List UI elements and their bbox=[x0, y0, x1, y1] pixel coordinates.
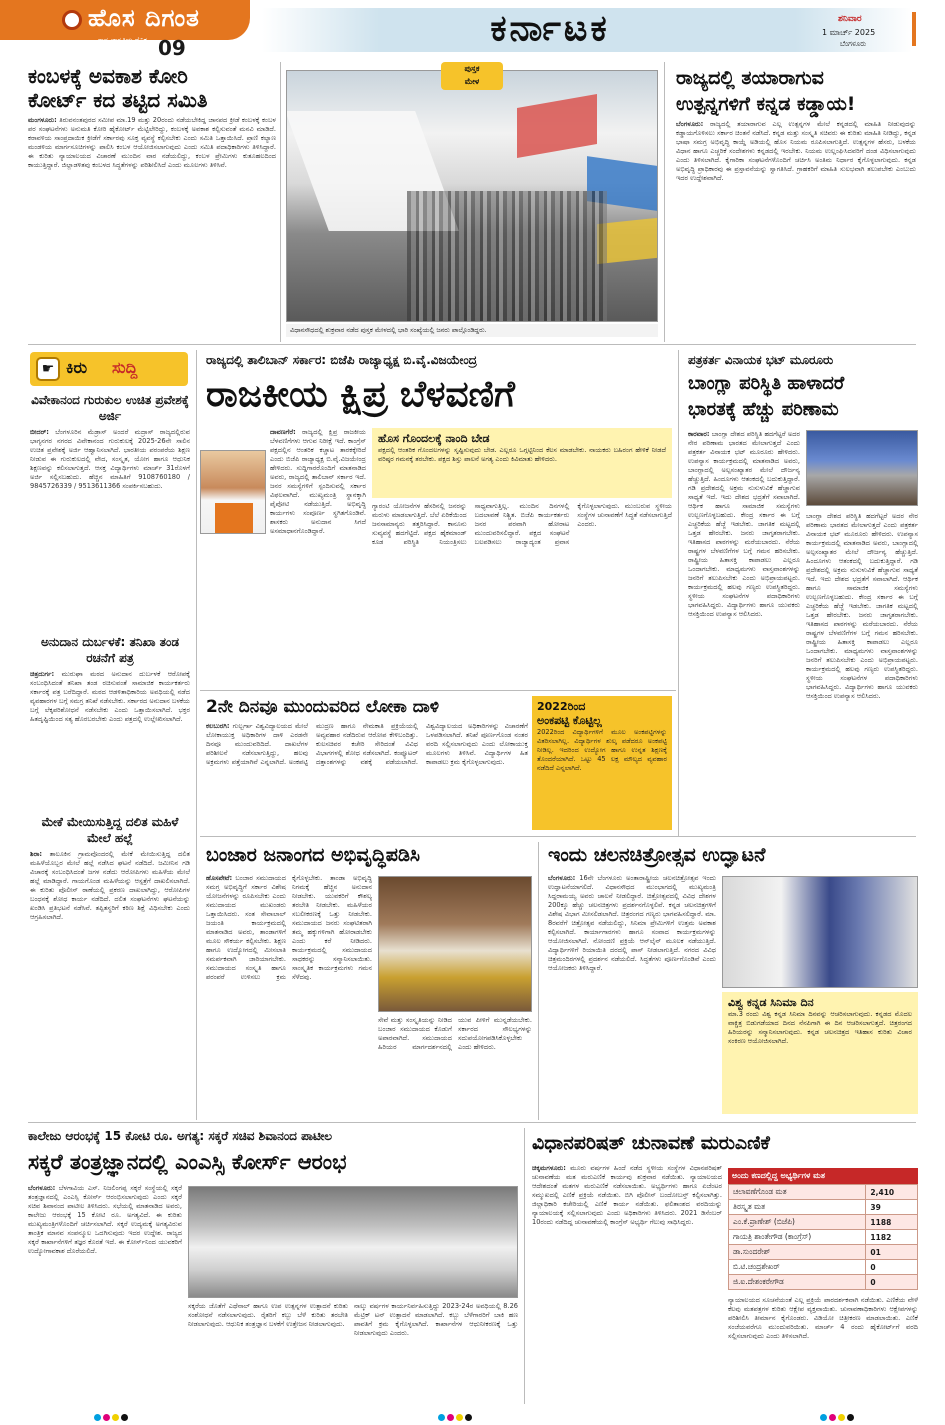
council-dateline: ಚಿಕ್ಕಮಗಳೂರು: bbox=[532, 1164, 566, 1172]
masthead-edge-bar bbox=[912, 12, 916, 46]
column-rule bbox=[664, 62, 665, 342]
paper-tagline: ರಾಷ್ಟ್ರ ಜಾಗೃತಿಯ ದೈನಿಕ bbox=[98, 36, 147, 44]
kirusuddi-item1-body bbox=[30, 428, 190, 616]
bhat-headline-1: ಪತ್ರಕರ್ತ ವಿನಾಯಕ ಭಟ್ ಮೂರೂರು bbox=[688, 353, 834, 367]
issue-date: 1 ಮಾರ್ಚ್ 2025 bbox=[822, 28, 876, 37]
column-rule bbox=[538, 842, 539, 1120]
sugar-body-left bbox=[28, 1184, 182, 1400]
kambala-headline-1: ಕಂಬಳಕ್ಕೆ ಅವಕಾಶ ಕೋರಿ bbox=[28, 64, 188, 88]
banjara-headline: ಬಂಜಾರ ಜನಾಂಗದ ಅಭಿವೃದ್ಧಿಪಡಿಸಿ bbox=[206, 844, 421, 866]
book-fair-tag-line-1: ಪುಸ್ತಕ bbox=[464, 64, 480, 73]
sugar-headline: ಸಕ್ಕರೆ ತಂತ್ರಜ್ಞಾನದಲ್ಲಿ ಎಂಎಸ್ಸಿ ಕೋರ್ಸ್ ಆರಂಭ bbox=[28, 1150, 347, 1174]
council-body-right bbox=[728, 1296, 918, 1400]
sugar-text-mid: ಸಕ್ಕರೆಯ ಜೊತೆಗೆ ಎಥೆನಾಲ್ ಹಾಗೂ ಉಪ ಉತ್ಪನ್ನಗಳ ಉತ್ಪಾದನೆ ಕುರಿತು ಸಂಶೋಧನೆ ನಡೆಸಲಾಗುವುದು. ರೈತರಿಗೆ ಕಬ್ಬು ಬೆಳೆ ಕುರಿತು ತರಬೇತಿ ನೀಡಲಾಗುವುದು. ಆಧುನಿಕ ತಂತ್ರಜ್ಞಾನ ಬಳಕೆಗೆ ಉತ್ತೇಜನ ನೀಡಲಾಗುವುದು. bbox=[188, 1302, 348, 1328]
page-number: 09 bbox=[158, 36, 186, 60]
sugar-meeting-photo bbox=[188, 1186, 518, 1298]
kirusuddi-item1-headline: ವಿವೇಕಾನಂದ ಗುರುಕುಲ ಉಚಿತ ಪ್ರವೇಶಕ್ಕೆ ಅರ್ಜಿ bbox=[31, 393, 189, 423]
vijayendra-photo bbox=[200, 450, 266, 534]
council-votes-table bbox=[728, 1168, 918, 1290]
candidate-row bbox=[729, 1230, 918, 1245]
film-dateline: ಬೆಂಗಳೂರು: bbox=[548, 874, 576, 882]
book-fair-caption: ವಿಧಾನಸೌಧದಲ್ಲಿ ಶುಕ್ರವಾರ ನಡೆದ ಪುಸ್ತಕ ಮೇಳದಲ್ಲಿ ಭಾರಿ ಸಂಖ್ಯೆಯಲ್ಲಿ ಜನರು ಪಾಲ್ಗೊಂಡಿದ್ದರು. bbox=[286, 324, 658, 337]
candidate-votes-value: 1188 bbox=[866, 1215, 918, 1230]
lokayukta-text: ಗುಲ್ಬರ್ಗಾ ವಿಶ್ವವಿದ್ಯಾಲಯದ ಮೇಲೆ ಲೋಕಾಯುಕ್ತ ಅಧಿಕಾರಿಗಳ ದಾಳಿ ಎರಡನೇ ದಿನವೂ ಮುಂದುವರಿದಿದೆ. ದಾಖಲೆಗಳ ಪರಿಶೀಲನೆ ನಡೆಸಲಾಗುತ್ತಿದ್ದು, ಹಲವು ಅಕ್ರಮಗಳು ಪತ್ತೆಯಾಗಿವೆ ಎನ್ನಲಾಗಿದೆ. ಅಂಕಪಟ್ಟಿ ಮುದ್ರಣ ಹಾಗೂ ನೇಮಕಾತಿ ಪ್ರಕ್ರಿಯೆಯಲ್ಲಿ ಅವ್ಯವಹಾರ ನಡೆದಿರುವ ಆರೋಪ ಕೇಳಿಬಂದಿತ್ತು. ಕುಲಸಚಿವರ ಕಚೇರಿ ಸೇರಿದಂತೆ ವಿವಿಧ ವಿಭಾಗಗಳಲ್ಲಿ ಶೋಧ ನಡೆಸಲಾಗಿದೆ. ಕಂಪ್ಯೂಟರ್ ದತ್ತಾಂಶಗಳನ್ನು ವಶಕ್ಕೆ ಪಡೆಯಲಾಗಿದೆ. ವಿಶ್ವವಿದ್ಯಾಲಯದ ಅಧಿಕಾರಿಗಳನ್ನು ವಿಚಾರಣೆಗೆ ಒಳಪಡಿಸಲಾಗಿದೆ. ತನಿಖೆ ಪೂರ್ಣಗೊಂಡ ನಂತರ ವರದಿ ಸಲ್ಲಿಸಲಾಗುವುದು ಎಂದು ಲೋಕಾಯುಕ್ತ ಮೂಲಗಳು ತಿಳಿಸಿವೆ. ವಿದ್ಯಾರ್ಥಿಗಳ ಹಿತ ಕಾಪಾಡಲು ಕ್ರಮ ಕೈಗೊಳ್ಳಲಾಗುವುದು. bbox=[206, 722, 528, 766]
paper-name: ಹೊಸ ದಿಗಂತ bbox=[88, 4, 200, 32]
kirusuddi-item1-dateline: ಬೀದರ್: bbox=[30, 428, 49, 436]
lokayukta-body bbox=[206, 722, 528, 832]
candidate-row bbox=[729, 1200, 918, 1215]
kirusuddi-label bbox=[30, 352, 188, 386]
kirusuddi-item1-text: ಬೆಂಗಳೂರಿನ ಮೆಡ್ರಾಸ್ ಅಂದರೆ ಮದ್ರಾಸ್ ರಾಜ್ಯದಲ್ಲಿರುವ ಭಾಗ್ಯನಗರ ನಗರದ ವಿವೇಕಾನಂದ ಗುರುಕುಲಕ್ಕೆ 2025-26ನೇ ಸಾಲಿನ ಉಚಿತ ಪ್ರವೇಶಕ್ಕೆ ಅರ್ಜಿ ಆಹ್ವಾನಿಸಲಾಗಿದೆ. ಭಾರತೀಯ ಪರಂಪರೆಯ ಶಿಕ್ಷಣ ನೀಡುವ ಈ ಗುರುಕುಲದಲ್ಲಿ ವೇದ, ಸಂಸ್ಕೃತ, ಯೋಗ ಹಾಗೂ ಆಧುನಿಕ ಶಿಕ್ಷಣವನ್ನು ಕಲಿಸಲಾಗುತ್ತದೆ. ಆಸಕ್ತ ವಿದ್ಯಾರ್ಥಿಗಳು ಮಾರ್ಚ್ 31ರೊಳಗೆ ಅರ್ಜಿ ಸಲ್ಲಿಸಬಹುದು. ಹೆಚ್ಚಿನ ಮಾಹಿತಿಗೆ 9108760180 / 9845726339 / 9513611366 ಸಂಪರ್ಕಿಸಬಹುದು. bbox=[30, 428, 190, 490]
candidate-name: ಬಿ.ಟಿ.ಚಂದ್ರಶೇಖರ್ bbox=[729, 1260, 866, 1275]
kirusuddi-item2-dateline: ಚಿತ್ರದುರ್ಗ: bbox=[30, 670, 55, 678]
lokayukta-dateline: ಕಲಬುರಗಿ: bbox=[206, 722, 230, 730]
film-festival-photo bbox=[722, 876, 918, 988]
council-text-left: ಮೂರು ವರ್ಷಗಳ ಹಿಂದೆ ನಡೆದ ಸ್ಥಳೀಯ ಸಂಸ್ಥೆಗಳ ವಿಧಾನಪರಿಷತ್ ಚುನಾವಣೆಯ ಮತ ಮರುಎಣಿಕೆ ಕಾರ್ಯವು ಶುಕ್ರವಾರ ನಡೆಯಿತು. ನ್ಯಾಯಾಲಯದ ಆದೇಶದಂತೆ ಮತಗಳ ಮರುಎಣಿಕೆ ನಡೆಸಲಾಯಿತು. ಅಭ್ಯರ್ಥಿಗಳು ಹಾಗೂ ಏಜೆಂಟರ ಸಮ್ಮುಖದಲ್ಲಿ ಎಣಿಕೆ ಪ್ರಕ್ರಿಯೆ ನಡೆಯಿತು. ಬಿಗಿ ಪೊಲೀಸ್ ಬಂದೋಬಸ್ತ್ ಕಲ್ಪಿಸಲಾಗಿತ್ತು. ಜಿಲ್ಲಾಧಿಕಾರಿ ಕಚೇರಿಯಲ್ಲಿ ಎಣಿಕೆ ಕಾರ್ಯ ನಡೆಯಿತು. ಫಲಿತಾಂಶದ ವರದಿಯನ್ನು ನ್ಯಾಯಾಲಯಕ್ಕೆ ಸಲ್ಲಿಸಲಾಗುವುದು ಎಂದು ಅಧಿಕಾರಿಗಳು ತಿಳಿಸಿದರು. 2021 ಡಿಸೆಂಬರ್ 10ರಂದು ನಡೆದಿದ್ದ ಚುನಾವಣೆಯಲ್ಲಿ ಕಾಂಗ್ರೆಸ್ ಅಭ್ಯರ್ಥಿ ಗೆಲುವು ಸಾಧಿಸಿದ್ದರು. bbox=[532, 1164, 722, 1226]
candidate-name: ತಿರಸ್ಕೃತ ಮತ bbox=[729, 1200, 866, 1215]
banjara-body-right bbox=[378, 1016, 532, 1114]
banjara-text-left: ಬಂಜಾರ ಸಮುದಾಯದ ಸಮಗ್ರ ಅಭಿವೃದ್ಧಿಗೆ ಸರ್ಕಾರ ವಿಶೇಷ ಯೋಜನೆಗಳನ್ನು ರೂಪಿಸಬೇಕು ಎಂದು ಸಮುದಾಯದ ಮುಖಂಡರು ಒತ್ತಾಯಿಸಿದರು. ಸಂತ ಸೇವಾಲಾಲ್ ಜಯಂತಿ ಕಾರ್ಯಕ್ರಮದಲ್ಲಿ ಮಾತನಾಡಿದ ಅವರು, ತಾಂಡಾಗಳಿಗೆ ಮೂಲ ಸೌಕರ್ಯ ಕಲ್ಪಿಸಬೇಕು. ಶಿಕ್ಷಣ ಹಾಗೂ ಉದ್ಯೋಗದಲ್ಲಿ ಮೀಸಲಾತಿ ಸಮರ್ಪಕವಾಗಿ ಜಾರಿಯಾಗಬೇಕು. ಸಮುದಾಯದ ಸಂಸ್ಕೃತಿ ಹಾಗೂ ಪರಂಪರೆ ಉಳಿಸಲು ಕ್ರಮ ಕೈಗೊಳ್ಳಬೇಕು. ತಾಂಡಾ ಅಭಿವೃದ್ಧಿ ನಿಗಮಕ್ಕೆ ಹೆಚ್ಚಿನ ಅನುದಾನ ನೀಡಬೇಕು. ಯುವಕರಿಗೆ ಕೌಶಲ್ಯ ತರಬೇತಿ ನೀಡಬೇಕು. ಮಹಿಳೆಯರ ಸಬಲೀಕರಣಕ್ಕೆ ಒತ್ತು ನೀಡಬೇಕು. ಸಮುದಾಯದ ಜನರು ಸಂಘಟಿತರಾಗಿ ತಮ್ಮ ಹಕ್ಕುಗಳಿಗಾಗಿ ಹೋರಾಡಬೇಕು ಎಂದು ಕರೆ ನೀಡಿದರು. ಕಾರ್ಯಕ್ರಮದಲ್ಲಿ ಸಮುದಾಯದ ಸಾಧಕರನ್ನು ಸನ್ಮಾನಿಸಲಾಯಿತು. ಸಾಂಸ್ಕೃತಿಕ ಕಾರ್ಯಕ್ರಮಗಳು ಗಮನ ಸೆಳೆದವು. bbox=[206, 874, 372, 981]
film-body bbox=[548, 874, 716, 1114]
politics-dateline: ದಾವಣಗೆರೆ: bbox=[270, 428, 296, 436]
politics-text-left: ರಾಜ್ಯದಲ್ಲಿ ಕ್ಷಿಪ್ರ ರಾಜಕೀಯ ಬೆಳವಣಿಗೆಗಳು ಆಗುವ ನಿರೀಕ್ಷೆ ಇದೆ. ಕಾಂಗ್ರೆಸ್ ಪಕ್ಷದಲ್ಲಿನ ಆಂತರಿಕ ಕಚ್ಚಾಟ ತಾರಕಕ್ಕೇರಿದೆ ಎಂದು ಬಿಜೆಪಿ ರಾಜ್ಯಾಧ್ಯಕ್ಷ ಬಿ.ವೈ.ವಿಜಯೇಂದ್ರ ಹೇಳಿದರು. ಸುದ್ದಿಗಾರರೊಂದಿಗೆ ಮಾತನಾಡಿದ ಅವರು, ರಾಜ್ಯದಲ್ಲಿ ತಾಲಿಬಾನ್ ಸರ್ಕಾರ ಇದೆ. ಜನರ ಸಮಸ್ಯೆಗಳಿಗೆ ಸ್ಪಂದಿಸುವಲ್ಲಿ ಸರ್ಕಾರ ವಿಫಲವಾಗಿದೆ. ಮುಖ್ಯಮಂತ್ರಿ ಸ್ಥಾನಕ್ಕಾಗಿ ಪೈಪೋಟಿ ನಡೆಯುತ್ತಿದೆ. ಅಭಿವೃದ್ಧಿ ಕಾರ್ಯಗಳು ಸಂಪೂರ್ಣ ಸ್ಥಗಿತಗೊಂಡಿವೆ. ಶಾಸಕರು ಅನುದಾನ ಸಿಗದೆ ಅಸಮಾಧಾನಗೊಂಡಿದ್ದಾರೆ. bbox=[270, 428, 366, 535]
saffron-scarf bbox=[215, 503, 253, 533]
book-fair-photo bbox=[286, 70, 658, 322]
candidate-name: ಎಂ.ಕೆ.ಪ್ರಾಣೇಶ್ (ಬಿಜೆಪಿ) bbox=[729, 1215, 866, 1230]
lokayukta-box-title-1: 2022ರಿಂದ bbox=[537, 700, 586, 713]
council-headline: ವಿಧಾನಪರಿಷತ್ ಚುನಾವಣೆ ಮರುಎಣಿಕೆ bbox=[532, 1132, 770, 1154]
print-registration-marks-mid bbox=[438, 1406, 474, 1425]
kirusuddi-item2-text: ಮುರುಘಾ ಮಠದ ಅನುದಾನ ದುರ್ಬಳಕೆ ಆರೋಪಕ್ಕೆ ಸಂಬಂಧಿಸಿದಂತೆ ತನಿಖಾ ತಂಡ ರಚಿಸುವಂತೆ ಸಾಮಾಜಿಕ ಕಾರ್ಯಕರ್ತರು ಸರ್ಕಾರಕ್ಕೆ ಪತ್ರ ಬರೆದಿದ್ದಾರೆ. ಮಠದ ಆಡಳಿತಾಧಿಕಾರಿಯ ಅವಧಿಯಲ್ಲಿ ನಡೆದ ವ್ಯವಹಾರಗಳ ಬಗ್ಗೆ ಸಮಗ್ರ ತನಿಖೆ ನಡೆಸಬೇಕು. ಸರ್ಕಾರದ ಅನುದಾನ ಬಳಕೆಯ ಬಗ್ಗೆ ಲೆಕ್ಕಪರಿಶೋಧನೆ ನಡೆಸಬೇಕು ಎಂದು ಒತ್ತಾಯಿಸಲಾಗಿದೆ. ಭಕ್ತರ ಹಿತದೃಷ್ಟಿಯಿಂದ ಸತ್ಯ ಹೊರಬರಬೇಕು ಎಂದು ಪತ್ರದಲ್ಲಿ ಉಲ್ಲೇಖಿಸಲಾಗಿದೆ. bbox=[30, 670, 190, 723]
film-text: 16ನೇ ಬೆಂಗಳೂರು ಅಂತಾರಾಷ್ಟ್ರೀಯ ಚಲನಚಿತ್ರೋತ್ಸವ ಇಂದು ಉದ್ಘಾಟನೆಯಾಗಲಿದೆ. ವಿಧಾನಸೌಧದ ಮುಂಭಾಗದಲ್ಲಿ ಮುಖ್ಯಮಂತ್ರಿ ಸಿದ್ದರಾಮಯ್ಯ ಅವರು ಚಾಲನೆ ನೀಡಲಿದ್ದಾರೆ. ಚಿತ್ರೋತ್ಸವದಲ್ಲಿ ವಿವಿಧ ದೇಶಗಳ 200ಕ್ಕೂ ಹೆಚ್ಚು ಚಲನಚಿತ್ರಗಳು ಪ್ರದರ್ಶನಗೊಳ್ಳಲಿವೆ. ಕನ್ನಡ ಚಲನಚಿತ್ರಗಳಿಗೆ ವಿಶೇಷ ವಿಭಾಗ ಮೀಸಲಿಡಲಾಗಿದೆ. ಚಿತ್ರರಂಗದ ಗಣ್ಯರು ಭಾಗವಹಿಸಲಿದ್ದಾರೆ. ಮಾ. 8ರವರೆಗೆ ಚಿತ್ರೋತ್ಸವ ನಡೆಯಲಿದ್ದು, ಸಿನಿಮಾ ಪ್ರೇಮಿಗಳಿಗೆ ಉತ್ತಮ ಅವಕಾಶ ಕಲ್ಪಿಸಲಾಗಿದೆ. ಕಾರ್ಯಾಗಾರಗಳು ಹಾಗೂ ಸಂವಾದ ಕಾರ್ಯಕ್ರಮಗಳನ್ನು ಆಯೋಜಿಸಲಾಗಿದೆ. ನೋಂದಣಿ ಪ್ರಕ್ರಿಯೆ ಆನ್‌ಲೈನ್ ಮೂಲಕ ನಡೆಯುತ್ತಿದೆ. ವಿದ್ಯಾರ್ಥಿಗಳಿಗೆ ರಿಯಾಯಿತಿ ದರದಲ್ಲಿ ಪಾಸ್ ನೀಡಲಾಗುತ್ತಿದೆ. ನಗರದ ವಿವಿಧ ಚಿತ್ರಮಂದಿರಗಳಲ್ಲಿ ಪ್ರದರ್ಶನ ನಡೆಯಲಿದೆ. ಸಿದ್ಧತೆಗಳು ಪೂರ್ಣಗೊಂಡಿವೆ ಎಂದು ಆಯೋಜಕರು ತಿಳಿಸಿದ್ದಾರೆ. bbox=[548, 874, 716, 972]
candidate-votes-value: 0 bbox=[866, 1275, 918, 1290]
sugar-text-left: ಬೆಳಗಾವಿಯ ಎಸ್. ನಿಜಲಿಂಗಪ್ಪ ಸಕ್ಕರೆ ಸಂಸ್ಥೆಯಲ್ಲಿ ಸಕ್ಕರೆ ತಂತ್ರಜ್ಞಾನದಲ್ಲಿ ಎಂಎಸ್ಸಿ ಕೋರ್ಸ್ ಆರಂಭಿಸಲಾಗುವುದು ಎಂದು ಸಕ್ಕರೆ ಸಚಿವ ಶಿವಾನಂದ ಪಾಟೀಲ ತಿಳಿಸಿದರು. ಸಭೆಯಲ್ಲಿ ಮಾತನಾಡಿದ ಅವರು, ಕಾಲೇಜು ಆರಂಭಕ್ಕೆ 15 ಕೋಟಿ ರೂ. ಅಗತ್ಯವಿದೆ. ಈ ಕುರಿತು ಮುಖ್ಯಮಂತ್ರಿಗಳೊಂದಿಗೆ ಚರ್ಚಿಸಲಾಗಿದೆ. ಸಕ್ಕರೆ ಉದ್ಯಮಕ್ಕೆ ಅಗತ್ಯವಿರುವ ತಾಂತ್ರಿಕ ಮಾನವ ಸಂಪನ್ಮೂಲ ಒದಗಿಸುವುದು ಇದರ ಉದ್ದೇಶ. ರಾಜ್ಯದ ಸಕ್ಕರೆ ಕಾರ್ಖಾನೆಗಳಿಗೆ ತಜ್ಞರ ಕೊರತೆ ಇದೆ. ಈ ಕೋರ್ಸ್‌ನಿಂದ ಯುವಕರಿಗೆ ಉದ್ಯೋಗಾವಕಾಶ ದೊರೆಯಲಿದೆ. bbox=[28, 1184, 182, 1255]
candidate-name: ಚಲಾವಣೆಗೊಂಡ ಮತ bbox=[729, 1185, 866, 1200]
bhat-body-right bbox=[806, 512, 918, 830]
candidate-row bbox=[729, 1275, 918, 1290]
print-registration-marks-left bbox=[94, 1406, 130, 1425]
pointing-hand-icon: ☛ bbox=[36, 357, 60, 381]
banjara-event-photo bbox=[378, 876, 532, 1012]
banjara-text-right: ಸೇವೆ ಮತ್ತು ಸಂಸ್ಕೃತಿಯನ್ನು ನೀಡಿದ ಬಂಜಾರ ಸಮುದಾಯದ ಕೊಡುಗೆ ಅಪಾರವಾಗಿದೆ. ಸಮುದಾಯದ ಹಿರಿಯರ ಮಾರ್ಗದರ್ಶನದಲ್ಲಿ ಯುವ ಪೀಳಿಗೆ ಮುನ್ನಡೆಯಬೇಕು. ಸರ್ಕಾರದ ಸೌಲಭ್ಯಗಳನ್ನು ಸದುಪಯೋಗಪಡಿಸಿಕೊಳ್ಳಬೇಕು ಎಂದು ಹೇಳಿದರು. bbox=[378, 1016, 532, 1051]
politics-box-title: ಹೊಸ ಗೊಂದಲಕ್ಕೆ ನಾಂದಿ ಬೇಡ bbox=[378, 432, 490, 445]
kambala-headline-2: ಕೋರ್ಟ್ ಕದ ತಟ್ಟಿದ ಸಮಿತಿ bbox=[28, 88, 208, 112]
bhat-text: ಬಾಂಗ್ಲಾ ದೇಶದ ಪರಿಸ್ಥಿತಿ ಹದಗೆಟ್ಟರೆ ಅದರ ನೇರ ಪರಿಣಾಮ ಭಾರತದ ಮೇಲಾಗುತ್ತದೆ ಎಂದು ಪತ್ರಕರ್ತ ವಿನಾಯಕ ಭಟ್ ಮೂರೂರು ಹೇಳಿದರು. ಉಪನ್ಯಾಸ ಕಾರ್ಯಕ್ರಮದಲ್ಲಿ ಮಾತನಾಡಿದ ಅವರು, ಬಾಂಗ್ಲಾದಲ್ಲಿ ಅಲ್ಪಸಂಖ್ಯಾತರ ಮೇಲೆ ದೌರ್ಜನ್ಯ ಹೆಚ್ಚುತ್ತಿದೆ. ಹಿಂದೂಗಳು ಆತಂಕದಲ್ಲಿ ಬದುಕುತ್ತಿದ್ದಾರೆ. ಗಡಿ ಪ್ರದೇಶದಲ್ಲಿ ಅಕ್ರಮ ನುಸುಳುವಿಕೆ ಹೆಚ್ಚಾಗುವ ಸಾಧ್ಯತೆ ಇದೆ. ಇದು ದೇಶದ ಭದ್ರತೆಗೆ ಸವಾಲಾಗಿದೆ. ಆರ್ಥಿಕ ಹಾಗೂ ಸಾಮಾಜಿಕ ಸಮಸ್ಯೆಗಳು ಉಲ್ಬಣಗೊಳ್ಳಬಹುದು. ಕೇಂದ್ರ ಸರ್ಕಾರ ಈ ಬಗ್ಗೆ ಎಚ್ಚರಿಕೆಯ ಹೆಜ್ಜೆ ಇಡಬೇಕು. ಜಾಗತಿಕ ಮಟ್ಟದಲ್ಲಿ ಒತ್ತಡ ಹೇರಬೇಕು. ಜನರು ಜಾಗೃತರಾಗಬೇಕು. ಇತಿಹಾಸದ ಪಾಠಗಳನ್ನು ಮರೆಯಬಾರದು. ನೆರೆಯ ರಾಷ್ಟ್ರಗಳ ಬೆಳವಣಿಗೆಗಳ ಬಗ್ಗೆ ಗಮನ ಹರಿಸಬೇಕು. ರಾಷ್ಟ್ರೀಯ ಹಿತಾಸಕ್ತಿ ಕಾಪಾಡಲು ಎಲ್ಲರೂ ಒಂದಾಗಬೇಕು. ಮಾಧ್ಯಮಗಳು ವಾಸ್ತವಾಂಶಗಳನ್ನು ಜನರಿಗೆ ತಲುಪಿಸಬೇಕು ಎಂದು ಅಭಿಪ್ರಾಯಪಟ್ಟರು. ಕಾರ್ಯಕ್ರಮದಲ್ಲಿ ಹಲವು ಗಣ್ಯರು ಉಪಸ್ಥಿತರಿದ್ದರು. ಸ್ಥಳೀಯ ಸಂಘಟನೆಗಳ ಪದಾಧಿಕಾರಿಗಳು ಭಾಗವಹಿಸಿದ್ದರು. ವಿದ್ಯಾರ್ಥಿಗಳು ಹಾಗೂ ಯುವಕರು ಆಸಕ್ತಿಯಿಂದ ಉಪನ್ಯಾಸ ಆಲಿಸಿದರು. bbox=[688, 430, 800, 618]
candidate-row bbox=[729, 1185, 918, 1200]
politics-body-right bbox=[372, 502, 672, 684]
kirusuddi-item3-body bbox=[30, 850, 190, 1116]
kambala-body bbox=[28, 116, 276, 338]
kirusuddi-item2-body bbox=[30, 670, 190, 808]
section-title: ಕರ್ನಾಟಕ bbox=[490, 8, 610, 49]
candidate-votes-value: 01 bbox=[866, 1245, 918, 1260]
candidate-name: ಡಾ.ಸುಂದರೇಶ್ bbox=[729, 1245, 866, 1260]
kirusuddi-item2-headline: ಅನುದಾನ ದುರ್ಬಳಕೆ: ತನಿಖಾ ತಂಡ ರಚನೆಗೆ ಪತ್ರ bbox=[40, 635, 180, 665]
row-rule bbox=[200, 690, 676, 691]
candidate-votes-value: 0 bbox=[866, 1260, 918, 1275]
issue-city: ಬೆಂಗಳೂರು bbox=[840, 40, 867, 48]
candidate-votes bbox=[728, 1184, 918, 1290]
bhat-event-photo bbox=[806, 430, 918, 506]
politics-headline: ರಾಜಕೀಯ ಕ್ಷಿಪ್ರ ಬೆಳವಣಿಗೆ bbox=[206, 374, 515, 415]
row-rule bbox=[28, 1122, 916, 1123]
lokayukta-box-title-2: ಅಂಕಪಟ್ಟಿ ಕೊಟ್ಟಿಲ್ಲ bbox=[537, 714, 602, 727]
lotus-icon bbox=[62, 10, 82, 30]
politics-sidebox bbox=[372, 428, 672, 498]
candidate-row bbox=[729, 1215, 918, 1230]
candidate-votes-value: 2,410 bbox=[866, 1185, 918, 1200]
film-sidebox bbox=[722, 992, 918, 1114]
bhat-body-left bbox=[688, 430, 800, 830]
kirusuddi-item3-dateline: ಶಿರಾ: bbox=[30, 850, 43, 858]
lokayukta-box-body: 2022ರಿಂದ ವಿದ್ಯಾರ್ಥಿಗಳಿಗೆ ಮೂಲ ಅಂಕಪಟ್ಟಿಗಳನ್ನು ವಿತರಿಸಲಾಗಿಲ್ಲ. ವಿದ್ಯಾರ್ಥಿಗಳ ಶುಲ್ಕ ಪಡೆದರೂ ಅಂಕಪಟ್ಟಿ ನೀಡಿಲ್ಲ. ಇದರಿಂದ ಉದ್ಯೋಗ ಹಾಗೂ ಉನ್ನತ ಶಿಕ್ಷಣಕ್ಕೆ ತೊಂದರೆಯಾಗಿದೆ. ಒಟ್ಟು 45 ಲಕ್ಷ ಮೌಲ್ಯದ ವ್ಯವಹಾರ ನಡೆದಿದೆ ಎನ್ನಲಾಗಿದೆ. bbox=[537, 728, 667, 772]
politics-kicker: ರಾಜ್ಯದಲ್ಲಿ ತಾಲಿಬಾನ್ ಸರ್ಕಾರ: ಬಿಜೆಪಿ ರಾಜ್ಯಾಧ್ಯಕ್ಷ ಬಿ.ವೈ.ವಿಜಯೇಂದ್ರ bbox=[206, 353, 477, 367]
bhat-text-continued: ಬಾಂಗ್ಲಾ ದೇಶದ ಪರಿಸ್ಥಿತಿ ಹದಗೆಟ್ಟರೆ ಅದರ ನೇರ ಪರಿಣಾಮ ಭಾರತದ ಮೇಲಾಗುತ್ತದೆ ಎಂದು ಪತ್ರಕರ್ತ ವಿನಾಯಕ ಭಟ್ ಮೂರೂರು ಹೇಳಿದರು. ಉಪನ್ಯಾಸ ಕಾರ್ಯಕ್ರಮದಲ್ಲಿ ಮಾತನಾಡಿದ ಅವರು, ಬಾಂಗ್ಲಾದಲ್ಲಿ ಅಲ್ಪಸಂಖ್ಯಾತರ ಮೇಲೆ ದೌರ್ಜನ್ಯ ಹೆಚ್ಚುತ್ತಿದೆ. ಹಿಂದೂಗಳು ಆತಂಕದಲ್ಲಿ ಬದುಕುತ್ತಿದ್ದಾರೆ. ಗಡಿ ಪ್ರದೇಶದಲ್ಲಿ ಅಕ್ರಮ ನುಸುಳುವಿಕೆ ಹೆಚ್ಚಾಗುವ ಸಾಧ್ಯತೆ ಇದೆ. ಇದು ದೇಶದ ಭದ್ರತೆಗೆ ಸವಾಲಾಗಿದೆ. ಆರ್ಥಿಕ ಹಾಗೂ ಸಾಮಾಜಿಕ ಸಮಸ್ಯೆಗಳು ಉಲ್ಬಣಗೊಳ್ಳಬಹುದು. ಕೇಂದ್ರ ಸರ್ಕಾರ ಈ ಬಗ್ಗೆ ಎಚ್ಚರಿಕೆಯ ಹೆಜ್ಜೆ ಇಡಬೇಕು. ಜಾಗತಿಕ ಮಟ್ಟದಲ್ಲಿ ಒತ್ತಡ ಹೇರಬೇಕು. ಜನರು ಜಾಗೃತರಾಗಬೇಕು. ಇತಿಹಾಸದ ಪಾಠಗಳನ್ನು ಮರೆಯಬಾರದು. ನೆರೆಯ ರಾಷ್ಟ್ರಗಳ ಬೆಳವಣಿಗೆಗಳ ಬಗ್ಗೆ ಗಮನ ಹರಿಸಬೇಕು. ರಾಷ್ಟ್ರೀಯ ಹಿತಾಸಕ್ತಿ ಕಾಪಾಡಲು ಎಲ್ಲರೂ ಒಂದಾಗಬೇಕು. ಮಾಧ್ಯಮಗಳು ವಾಸ್ತವಾಂಶಗಳನ್ನು ಜನರಿಗೆ ತಲುಪಿಸಬೇಕು ಎಂದು ಅಭಿಪ್ರಾಯಪಟ್ಟರು. ಕಾರ್ಯಕ್ರಮದಲ್ಲಿ ಹಲವು ಗಣ್ಯರು ಉಪಸ್ಥಿತರಿದ್ದರು. ಸ್ಥಳೀಯ ಸಂಘಟನೆಗಳ ಪದಾಧಿಕಾರಿಗಳು ಭಾಗವಹಿಸಿದ್ದರು. ವಿದ್ಯಾರ್ಥಿಗಳು ಹಾಗೂ ಯುವಕರು ಆಸಕ್ತಿಯಿಂದ ಉಪನ್ಯಾಸ ಆಲಿಸಿದರು. bbox=[806, 512, 918, 700]
sugar-kicker: ಕಾಲೇಜು ಆರಂಭಕ್ಕೆ 15 ಕೋಟಿ ರೂ. ಅಗತ್ಯ: ಸಕ್ಕರೆ ಸಚಿವ ಶಿವಾನಂದ ಪಾಟೀಲ bbox=[28, 1129, 333, 1143]
masthead bbox=[0, 0, 945, 58]
politics-text-right: ಗ್ಯಾರಂಟಿ ಯೋಜನೆಗಳ ಹೆಸರಿನಲ್ಲಿ ಜನರನ್ನು ಮರುಳು ಮಾಡಲಾಗುತ್ತಿದೆ. ಬೆಲೆ ಏರಿಕೆಯಿಂದ ಜನಸಾಮಾನ್ಯರು ತತ್ತರಿಸಿದ್ದಾರೆ. ಕಾನೂನು ಸುವ್ಯವಸ್ಥೆ ಹದಗೆಟ್ಟಿದೆ. ಪಕ್ಷದ ಹೈಕಮಾಂಡ್ ಕೂಡ ಪರಿಸ್ಥಿತಿ ನಿಯಂತ್ರಿಸಲು ಸಾಧ್ಯವಾಗುತ್ತಿಲ್ಲ. ಮುಂದಿನ ದಿನಗಳಲ್ಲಿ ಬದಲಾವಣೆ ನಿಶ್ಚಿತ. ಬಿಜೆಪಿ ಕಾರ್ಯಕರ್ತರು ಜನರ ಪರವಾಗಿ ಹೋರಾಟ ಮುಂದುವರಿಸಲಿದ್ದಾರೆ. ಪಕ್ಷದ ಸಂಘಟನೆ ಬಲಪಡಿಸಲು ರಾಜ್ಯಾದ್ಯಂತ ಪ್ರವಾಸ ಕೈಗೊಳ್ಳಲಾಗುವುದು. ಮುಂಬರುವ ಸ್ಥಳೀಯ ಸಂಸ್ಥೆಗಳ ಚುನಾವಣೆಗೆ ಸಿದ್ಧತೆ ನಡೆಸಲಾಗುತ್ತಿದೆ ಎಂದರು. bbox=[372, 502, 672, 546]
sugar-text-right: ನಾಲ್ಕು ವರ್ಷಗಳ ಕಾರ್ಯನಿರ್ವಹಿಸುತ್ತಿದ್ದು 2023-24ರ ಅವಧಿಯಲ್ಲಿ 8.26 ಮೆಟ್ರಿಕ್ ಟನ್ ಉತ್ಪಾದನೆ ಮಾಡಲಾಗಿದೆ. ಕಬ್ಬು ಬೆಳೆಗಾರರಿಗೆ ಬಾಕಿ ಹಣ ಪಾವತಿಗೆ ಕ್ರಮ ಕೈಗೊಳ್ಳಲಾಗಿದೆ. ಕಾರ್ಖಾನೆಗಳ ಆಧುನೀಕರಣಕ್ಕೆ ಒತ್ತು ನೀಡಲಾಗುವುದು ಎಂದರು. bbox=[354, 1302, 518, 1337]
column-rule bbox=[196, 350, 197, 1120]
council-table-title: ಅಂದು ಕಣದಲ್ಲಿದ್ದ ಅಭ್ಯರ್ಥಿಗಳ ಮತ bbox=[728, 1168, 918, 1184]
book-fair-tag-line-2: ಮೇಳ bbox=[464, 77, 480, 86]
sugar-body-right bbox=[354, 1302, 518, 1400]
council-text-right: ನ್ಯಾಯಾಲಯದ ಸೂಚನೆಯಂತೆ ಎಲ್ಲ ಪ್ರಕ್ರಿಯೆ ಪಾರದರ್ಶಕವಾಗಿ ನಡೆಯಿತು. ಎಣಿಕೆಯ ವೇಳೆ ಕೆಲವು ಮತಪತ್ರಗಳ ಕುರಿತು ಆಕ್ಷೇಪ ವ್ಯಕ್ತವಾಯಿತು. ಚುನಾವಣಾಧಿಕಾರಿಗಳು ಆಕ್ಷೇಪಗಳನ್ನು ಪರಿಶೀಲಿಸಿ ತೀರ್ಮಾನ ಕೈಗೊಂಡರು. ವಿಡಿಯೋ ಚಿತ್ರೀಕರಣ ಮಾಡಲಾಯಿತು. ಎಣಿಕೆ ಸಂಜೆಯವರೆಗೂ ಮುಂದುವರಿಯಿತು. ಮಾರ್ಚ್ 4 ರಂದು ಹೈಕೋರ್ಟ್‌ಗೆ ವರದಿ ಸಲ್ಲಿಸಲಾಗುವುದು ಎಂದು ತಿಳಿಸಲಾಗಿದೆ. bbox=[728, 1296, 918, 1340]
film-box-title: ವಿಶ್ವ ಕನ್ನಡ ಸಿನಿಮಾ ದಿನ bbox=[728, 996, 814, 1009]
banjara-dateline: ಹೊಸಪೇಟೆ: bbox=[206, 874, 233, 882]
column-rule bbox=[280, 62, 281, 342]
banjara-body-left bbox=[206, 874, 372, 1114]
column-rule bbox=[678, 350, 679, 836]
politics-body-left bbox=[270, 428, 366, 684]
kirusuddi-label-2: ಸುದ್ದಿ bbox=[112, 358, 138, 377]
crowd bbox=[407, 191, 607, 321]
candidate-row bbox=[729, 1260, 918, 1275]
film-box-body: ಮಾ.3 ರಂದು ವಿಶ್ವ ಕನ್ನಡ ಸಿನಿಮಾ ದಿನವನ್ನು ಆಚರಿಸಲಾಗುವುದು. ಕನ್ನಡದ ಮೊದಲ ವಾಕ್ಚಿತ್ರ ಬಿಡುಗಡೆಯಾದ ದಿನದ ನೆನಪಿಗಾಗಿ ಈ ದಿನ ಆಚರಿಸಲಾಗುತ್ತದೆ. ಚಿತ್ರರಂಗದ ಹಿರಿಯರನ್ನು ಸನ್ಮಾನಿಸಲಾಗುವುದು. ಕನ್ನಡ ಚಲನಚಿತ್ರದ ಇತಿಹಾಸ ಕುರಿತು ವಿಚಾರ ಸಂಕಿರಣ ಆಯೋಜಿಸಲಾಗಿದೆ. bbox=[728, 1010, 912, 1045]
row-rule bbox=[200, 836, 916, 837]
kannada-headline-2: ಉತ್ಪನ್ನಗಳಿಗೆ ಕನ್ನಡ ಕಡ್ಡಾಯ! bbox=[676, 93, 856, 115]
kirusuddi-label-1: ಕಿರು bbox=[66, 358, 88, 377]
book-fair-tag bbox=[441, 62, 503, 90]
kannada-dateline: ಬೆಂಗಳೂರು: bbox=[676, 120, 704, 128]
sugar-body-mid bbox=[188, 1302, 348, 1400]
lokayukta-sidebox bbox=[532, 696, 672, 830]
column-rule bbox=[524, 1128, 525, 1404]
kambala-text: ತಿರುವನಂತಪುರದ ಸಮೀಪ ಮಾ.19 ಮತ್ತು 20ರಂದು ನಡೆಯಬೇಕಿದ್ದ ಜಾನಪದ ಕ್ರೀಡೆ ಕಂಬಳಕ್ಕೆ ಕಂಬಳ ಪರ ಸಂಘಟನೆಗಳು ಅನುಮತಿ ಕೋರಿ ಹೈಕೋರ್ಟ್ ಮೆಟ್ಟಿಲೇರಿದ್ದು, ಕಂಬಳಕ್ಕೆ ಅವಕಾಶ ಕಲ್ಪಿಸುವಂತೆ ಮನವಿ ಮಾಡಿದೆ. ಕರಾವಳಿಯ ಸಾಂಪ್ರದಾಯಿಕ ಕ್ರೀಡೆಗೆ ಸರ್ಕಾರವು ಸೂಕ್ತ ವ್ಯವಸ್ಥೆ ಕಲ್ಪಿಸಬೇಕು ಎಂದು ಸಮಿತಿ ಒತ್ತಾಯಿಸಿದೆ. ಪ್ರಾಣಿ ಕಲ್ಯಾಣ ಮಂಡಳಿಯ ಮಾರ್ಗಸೂಚಿಗಳನ್ನು ಪಾಲಿಸಿ ಕಂಬಳ ಆಯೋಜಿಸಲಾಗುವುದು ಎಂದು ಸಮಿತಿ ಪದಾಧಿಕಾರಿಗಳು ತಿಳಿಸಿದ್ದಾರೆ. ಈ ಕುರಿತು ನ್ಯಾಯಾಲಯದ ವಿಚಾರಣೆ ಮುಂದಿನ ವಾರ ನಡೆಯಲಿದ್ದು, ಕಂಬಳ ಪ್ರೇಮಿಗಳು ಕುತೂಹಲದಿಂದ ಕಾಯುತ್ತಿದ್ದಾರೆ. ಜಿಲ್ಲಾಡಳಿತವು ಕಂಬಳದ ಸಿದ್ಧತೆಗಳನ್ನು ಪರಿಶೀಲಿಸಿದೆ ಎಂದು ಮೂಲಗಳು ತಿಳಿಸಿವೆ. bbox=[28, 116, 276, 169]
kambala-dateline: ಮಂಗಳೂರು: bbox=[28, 116, 57, 124]
bhat-headline-3: ಭಾರತಕ್ಕೆ ಹೆಚ್ಚು ಪರಿಣಾಮ bbox=[688, 399, 839, 420]
bhat-dateline: ಕಾರವಾರ: bbox=[688, 430, 710, 438]
kirusuddi-item3-text: ತಾಲೂಕಿನ ಗ್ರಾಮವೊಂದರಲ್ಲಿ ಮೇಕೆ ಮೇಯಿಸುತ್ತಿದ್ದ ದಲಿತ ಮಹಿಳೆಯೊಬ್ಬರ ಮೇಲೆ ಹಲ್ಲೆ ನಡೆಸಿದ ಘಟನೆ ನಡೆದಿದೆ. ಜಮೀನಿನ ಗಡಿ ವಿಚಾರಕ್ಕೆ ಸಂಬಂಧಿಸಿದಂತೆ ಜಗಳ ನಡೆದು ಆರೋಪಿಗಳು ಮಹಿಳೆಯ ಮೇಲೆ ಹಲ್ಲೆ ಮಾಡಿದ್ದಾರೆ. ಗಾಯಗೊಂಡ ಮಹಿಳೆಯನ್ನು ಆಸ್ಪತ್ರೆಗೆ ದಾಖಲಿಸಲಾಗಿದೆ. ಈ ಕುರಿತು ಪೊಲೀಸ್ ಠಾಣೆಯಲ್ಲಿ ಪ್ರಕರಣ ದಾಖಲಾಗಿದ್ದು, ಆರೋಪಿಗಳ ಬಂಧನಕ್ಕೆ ಶೋಧ ಕಾರ್ಯ ನಡೆದಿದೆ. ದಲಿತ ಸಂಘಟನೆಗಳು ಘಟನೆಯನ್ನು ಖಂಡಿಸಿ ಪ್ರತಿಭಟನೆ ನಡೆಸಿವೆ. ತಪ್ಪಿತಸ್ಥರಿಗೆ ಕಠಿಣ ಶಿಕ್ಷೆ ವಿಧಿಸಬೇಕು ಎಂದು ಆಗ್ರಹಿಸಲಾಗಿದೆ. bbox=[30, 850, 190, 921]
bhat-headline-2: ಬಾಂಗ್ಲಾ ಪರಿಸ್ಥಿತಿ ಹಾಳಾದರೆ bbox=[688, 373, 845, 394]
candidate-name: ಗಾಯತ್ರಿ ಶಾಂತೇಗೌಡ (ಕಾಂಗ್ರೆಸ್) bbox=[729, 1230, 866, 1245]
candidate-votes-value: 1182 bbox=[866, 1230, 918, 1245]
tent-red bbox=[517, 94, 597, 158]
kannada-headline-1: ರಾಜ್ಯದಲ್ಲಿ ತಯಾರಾಗುವ bbox=[676, 67, 824, 89]
row-rule bbox=[28, 344, 916, 345]
sugar-dateline: ಬೆಂಗಳೂರು: bbox=[28, 1184, 56, 1192]
candidate-name: ಜಿ.ಐ.ದೇಶಂಕರೇಗೌಡ bbox=[729, 1275, 866, 1290]
kannada-text: ರಾಜ್ಯದಲ್ಲಿ ತಯಾರಾಗುವ ಎಲ್ಲ ಉತ್ಪನ್ನಗಳ ಮೇಲೆ ಕನ್ನಡದಲ್ಲಿ ಮಾಹಿತಿ ನೀಡುವುದನ್ನು ಕಡ್ಡಾಯಗೊಳಿಸಲು ಸರ್ಕಾರ ಚಿಂತನೆ ನಡೆಸಿದೆ. ಕನ್ನಡ ಮತ್ತು ಸಂಸ್ಕೃತಿ ಸಚಿವರು ಈ ಕುರಿತು ಮಾಹಿತಿ ನೀಡಿದ್ದು, ಕನ್ನಡ ಭಾಷಾ ಸಮಗ್ರ ಅಭಿವೃದ್ಧಿ ಕಾಯ್ದೆ ಅಡಿಯಲ್ಲಿ ಹೊಸ ನಿಯಮ ರೂಪಿಸಲಾಗುತ್ತಿದೆ. ಉತ್ಪನ್ನಗಳ ಹೆಸರು, ಬಳಕೆಯ ವಿಧಾನ ಹಾಗೂ ಎಚ್ಚರಿಕೆ ಸಂದೇಶಗಳು ಕನ್ನಡದಲ್ಲಿ ಇರಬೇಕು. ನಿಯಮ ಉಲ್ಲಂಘಿಸಿದವರಿಗೆ ದಂಡ ವಿಧಿಸಲಾಗುವುದು ಎಂದು ತಿಳಿಸಲಾಗಿದೆ. ಕೈಗಾರಿಕಾ ಸಂಘಟನೆಗಳೊಂದಿಗೆ ಚರ್ಚಿಸಿ ಅಂತಿಮ ನಿರ್ಧಾರ ಕೈಗೊಳ್ಳಲಾಗುವುದು. ಕನ್ನಡ ಅಭಿವೃದ್ಧಿ ಪ್ರಾಧಿಕಾರವು ಈ ಪ್ರಸ್ತಾವನೆಯನ್ನು ಸ್ವಾಗತಿಸಿದೆ. ಗ್ರಾಹಕರಿಗೆ ಮಾಹಿತಿ ಸುಲಭವಾಗಿ ತಲುಪಬೇಕು ಎಂಬುದು ಇದರ ಉದ್ದೇಶವಾಗಿದೆ. bbox=[676, 120, 916, 182]
print-registration-marks-right bbox=[820, 1406, 856, 1425]
politics-box-body: ಪಕ್ಷದಲ್ಲಿ ಆಂತರಿಕ ಗೊಂದಲಗಳನ್ನು ಸೃಷ್ಟಿಸುವುದು ಬೇಡ. ಎಲ್ಲರೂ ಒಗ್ಗಟ್ಟಿನಿಂದ ಕೆಲಸ ಮಾಡಬೇಕು. ನಾಯಕರು ಬಹಿರಂಗ ಹೇಳಿಕೆ ನೀಡದೆ ವರಿಷ್ಠರ ಗಮನಕ್ಕೆ ತರಬೇಕು. ಪಕ್ಷದ ಶಿಸ್ತು ಪಾಲನೆ ಅಗತ್ಯ ಎಂದು ಕಿವಿಮಾತು ಹೇಳಿದರು. bbox=[378, 446, 666, 463]
issue-day: ಶನಿವಾರ bbox=[838, 14, 862, 24]
council-body-left bbox=[532, 1164, 722, 1400]
kannada-body bbox=[676, 120, 916, 338]
candidate-votes-value: 39 bbox=[866, 1200, 918, 1215]
kirusuddi-item3-headline: ಮೇಕೆ ಮೇಯಿಸುತ್ತಿದ್ದ ದಲಿತ ಮಹಿಳೆ ಮೇಲೆ ಹಲ್ಲೆ bbox=[41, 815, 179, 845]
film-headline: ಇಂದು ಚಲನಚಿತ್ರೋತ್ಸವ ಉದ್ಘಾಟನೆ bbox=[548, 844, 766, 866]
candidate-row bbox=[729, 1245, 918, 1260]
lokayukta-headline: 2ನೇ ದಿನವೂ ಮುಂದುವರಿದ ಲೋಕಾ ದಾಳಿ bbox=[206, 697, 439, 717]
